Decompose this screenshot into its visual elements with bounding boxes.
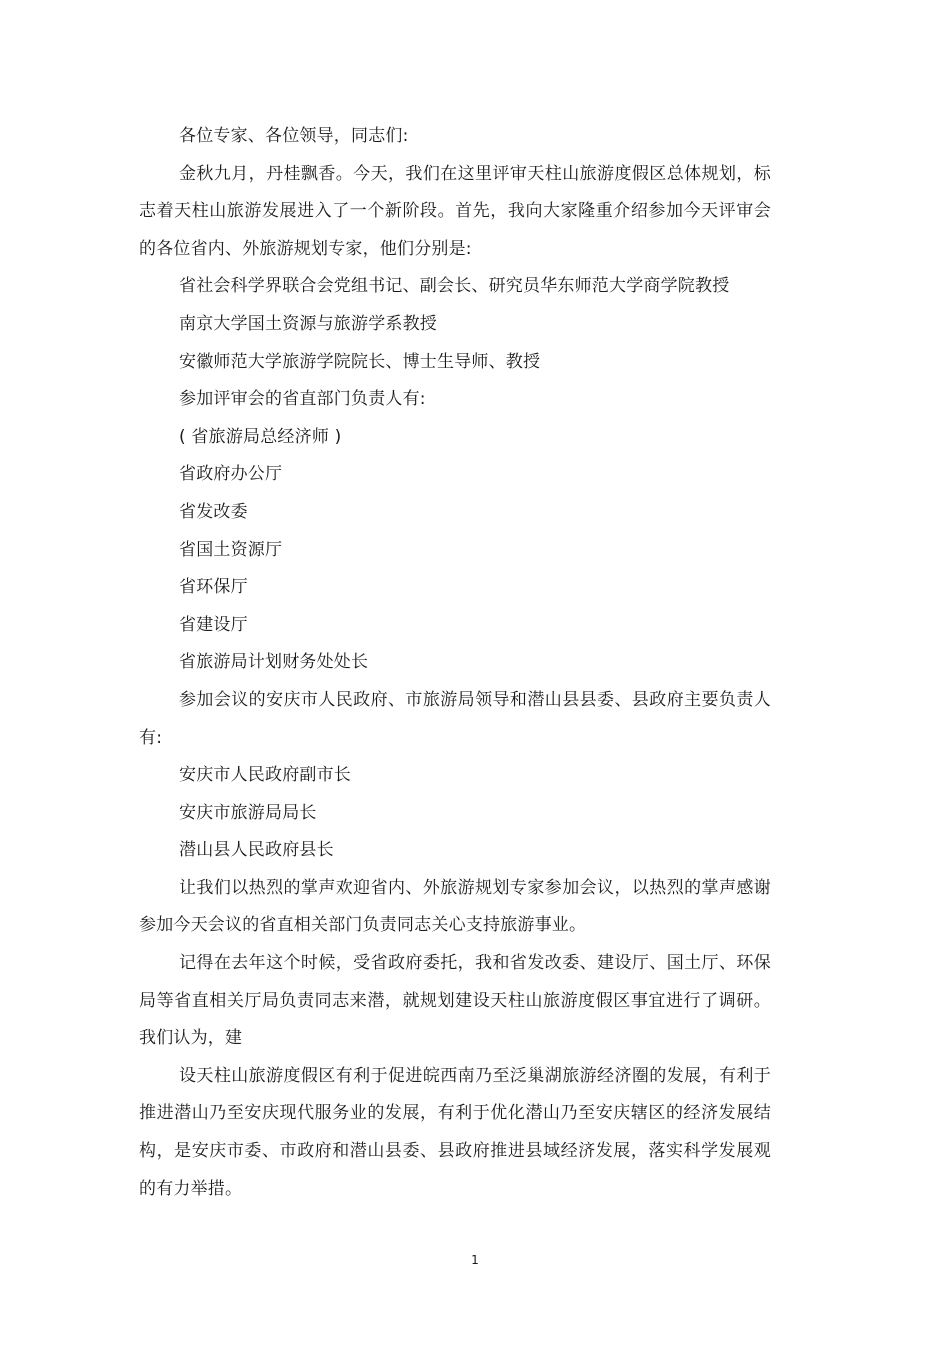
paragraph-expert-1: 省社会科学界联合会党组书记、副会长、研究员华东师范大学商学院教授 [179,276,730,297]
page-number: 1 [471,1253,479,1267]
document-body [139,118,771,1208]
paragraph-dept-intro: 参加评审会的省直部门负责人有: [179,389,426,410]
paragraph-recall: 记得在去年这个时候，受省政府委托，我和省发改委、建设厅、国土厅、环保局等省直相关厅局负责同志来潜，就规划建设天柱山旅游度假区事宜进行了调研。我们认为，建 [139,953,771,1049]
paragraph-expert-2: 南京大学国土资源与旅游学系教授 [179,313,437,334]
paragraph-benefits: 设天柱山旅游度假区有利于促进皖西南乃至泛巢湖旅游经济圈的发展，有利于推进潜山乃至安庆现代服务业的发展，有利于优化潜山乃至安庆辖区的经济发展结构，是安庆市委、市政府和潜山县委、县政府推进县域经济发展，落实科学发展观的有力举措。 [139,1065,771,1199]
paragraph-expert-3: 安徽师范大学旅游学院院长、博士生导师、教授 [179,351,541,372]
paragraph-dept-1: ( 省旅游局总经济师 ) [179,426,342,447]
paragraph-dept-2: 省政府办公厅 [179,464,283,485]
paragraph-dept-7: 省旅游局计划财务处处长 [179,652,369,673]
paragraph-dept-3: 省发改委 [179,501,248,522]
paragraph-welcome: 让我们以热烈的掌声欢迎省内、外旅游规划专家参加会议，以热烈的掌声感谢参加今天会议的省直相关部门负责同志关心支持旅游事业。 [139,877,771,936]
paragraph-dept-4: 省国土资源厅 [179,539,283,560]
paragraph-dept-5: 省环保厅 [179,577,248,598]
paragraph-local-intro: 参加会议的安庆市人民政府、市旅游局领导和潜山县县委、县政府主要负责人有: [139,689,771,748]
paragraph-greeting: 各位专家、各位领导，同志们: [179,126,409,146]
paragraph-local-1: 安庆市人民政府副市长 [179,765,351,786]
paragraph-local-3: 潜山县人民政府县长 [179,840,334,861]
paragraph-dept-6: 省建设厅 [179,614,248,635]
paragraph-local-2: 安庆市旅游局局长 [179,802,317,823]
paragraph-opening: 金秋九月，丹桂飘香。今天，我们在这里评审天柱山旅游度假区总体规划，标志着天柱山旅游发展进入了一个新阶段。首先，我向大家隆重介绍参加今天评审会的各位省内、外旅游规划专家，他们分别是: [139,163,771,259]
